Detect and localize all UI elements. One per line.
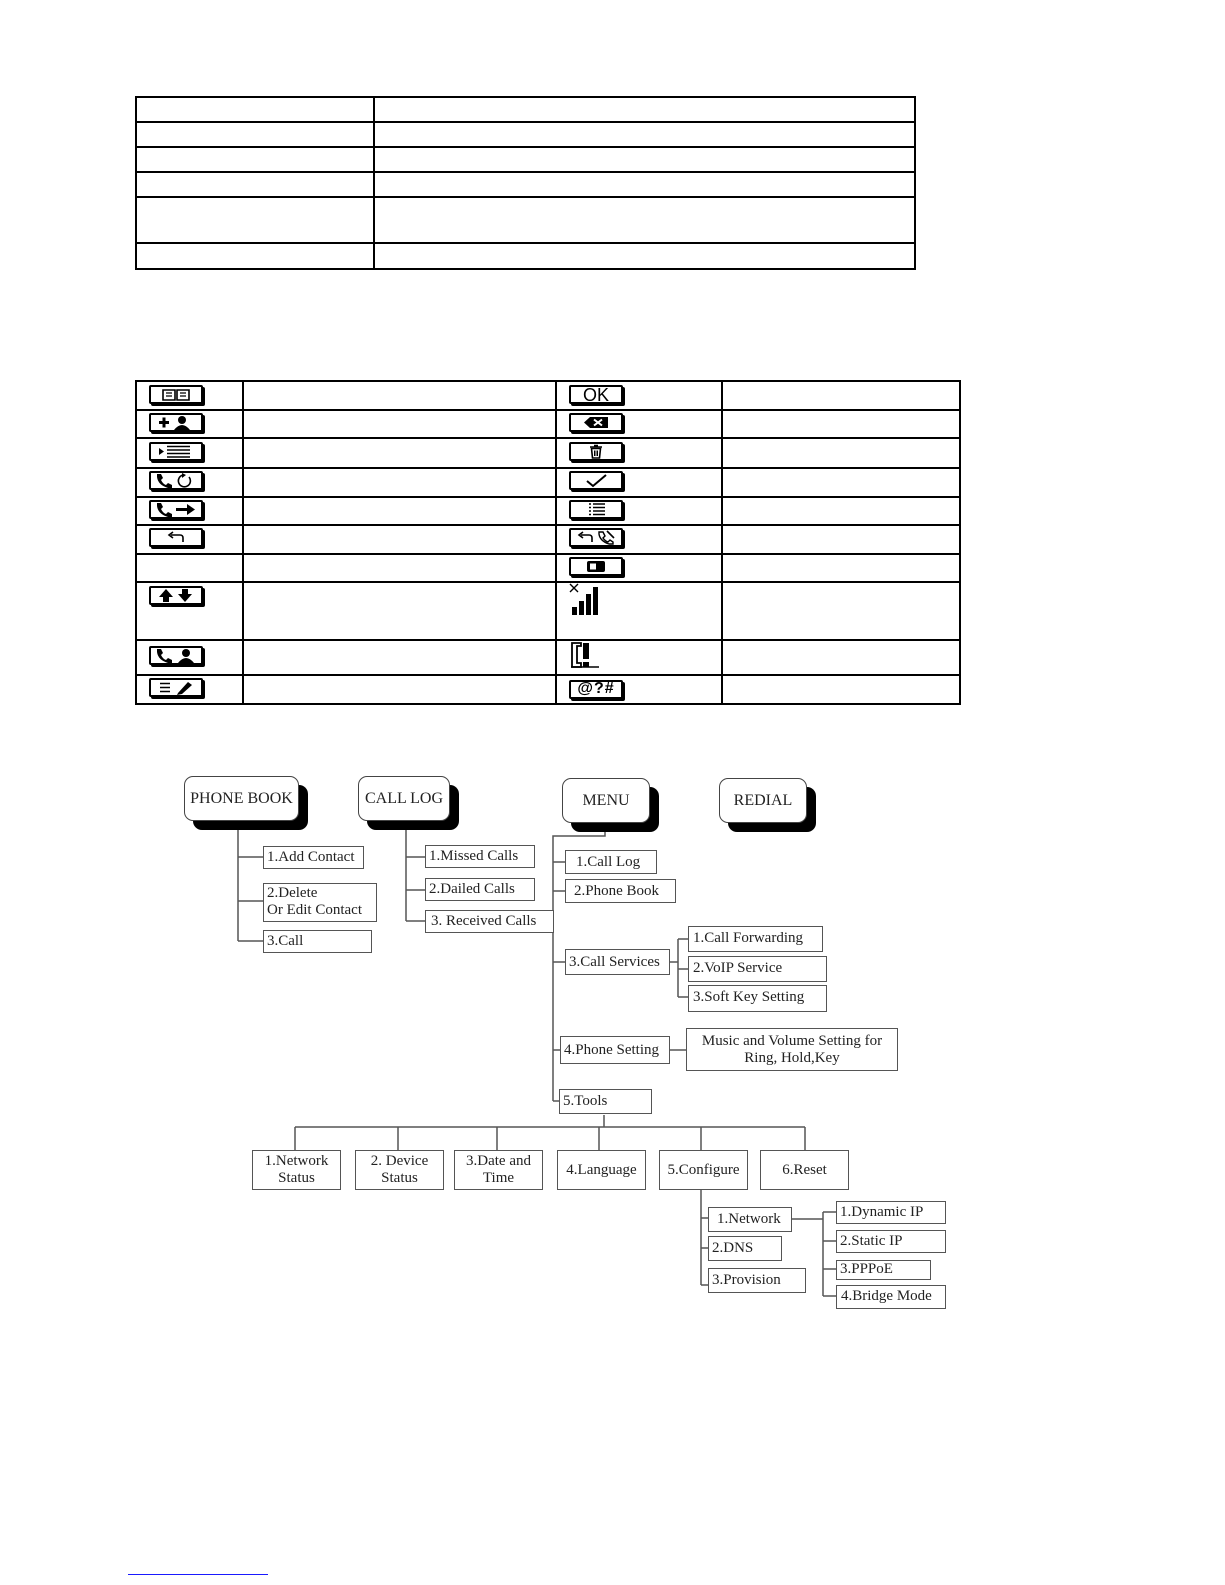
voip-service-node[interactable] (688, 956, 827, 982)
device-status-node[interactable] (355, 1150, 444, 1190)
node-label: 3.PPPoE (840, 1261, 893, 1277)
node-label: 1.Dynamic IP (840, 1204, 924, 1220)
node-label: Time (482, 1170, 515, 1186)
node-label: 2.Dailed Calls (429, 881, 515, 897)
node-label: 5.Tools (563, 1093, 608, 1109)
node-label: Or Edit Contact (267, 902, 362, 918)
config-network-node[interactable] (708, 1207, 792, 1232)
call-node[interactable] (263, 930, 372, 953)
node-label: 4.Phone Setting (564, 1042, 660, 1058)
node-label: 1.Missed Calls (429, 848, 519, 864)
config-provision-node[interactable] (708, 1268, 806, 1293)
node-label: 4.Bridge Mode (841, 1288, 932, 1304)
phone-book-root-label: PHONE BOOK (190, 789, 293, 807)
node-label: 2.Static IP (840, 1233, 903, 1249)
node-label: 1.Network (264, 1153, 329, 1169)
pppoe-node[interactable] (836, 1260, 931, 1280)
phone-setting-node[interactable] (560, 1036, 670, 1064)
menu-root-label: MENU (582, 791, 630, 809)
node-label: 1.Network (717, 1211, 781, 1227)
configure-node[interactable] (659, 1150, 748, 1190)
ok-label: OK (582, 385, 609, 405)
node-label: Ring, Hold,Key (744, 1049, 840, 1066)
dialed-calls-node[interactable] (425, 878, 535, 901)
redial-root-label: REDIAL (733, 791, 793, 809)
delete-contact-node[interactable] (263, 883, 377, 922)
node-label: 4.Language (566, 1161, 637, 1178)
node-label: 6.Reset (782, 1161, 827, 1178)
footnote-separator (128, 1574, 268, 1575)
phone-book-root[interactable] (184, 776, 299, 821)
node-label: 3.Soft Key Setting (693, 989, 805, 1005)
static-ip-node[interactable] (836, 1230, 946, 1253)
soft-key-setting-node[interactable] (688, 985, 827, 1012)
tools-node[interactable] (559, 1089, 652, 1114)
node-label: 2.DNS (712, 1240, 754, 1256)
node-label: 3.Provision (712, 1272, 781, 1288)
call-services-node[interactable] (565, 949, 670, 975)
call-log-root-label: CALL LOG (364, 789, 444, 807)
received-calls-node[interactable] (425, 910, 554, 933)
missed-calls-node[interactable] (425, 845, 535, 868)
node-label: 3. Received Calls (431, 913, 537, 929)
node-label: 2.Phone Book (574, 883, 660, 899)
node-label: 2. Device (370, 1153, 429, 1169)
node-label: 1.Add Contact (267, 849, 355, 865)
menu-phone-book-node[interactable] (565, 879, 676, 903)
language-node[interactable] (557, 1150, 646, 1190)
call-forwarding-node[interactable] (688, 926, 823, 952)
network-status-node[interactable] (252, 1150, 341, 1190)
bridge-mode-node[interactable] (836, 1285, 946, 1309)
call-log-root[interactable] (358, 776, 450, 821)
music-volume-setting-node[interactable] (686, 1028, 898, 1071)
node-label: 2.Delete (267, 885, 318, 901)
node-label: 3.Call Services (569, 954, 660, 970)
node-label: 1.Call Log (576, 854, 641, 870)
node-label: Music and Volume Setting for (701, 1032, 883, 1049)
menu-call-log-node[interactable] (565, 850, 657, 874)
date-time-node[interactable] (454, 1150, 543, 1190)
node-label: 3.Call (267, 933, 304, 949)
redial-root[interactable] (719, 778, 807, 823)
dynamic-ip-node[interactable] (836, 1201, 946, 1224)
config-dns-node[interactable] (708, 1236, 782, 1261)
node-label: 5.Configure (667, 1161, 740, 1178)
menu-root[interactable] (562, 778, 650, 823)
add-contact-node[interactable] (263, 846, 364, 869)
node-label: 1.Call Forwarding (693, 930, 803, 946)
node-label: 3.Date and (466, 1153, 531, 1169)
reset-node[interactable] (760, 1150, 849, 1190)
node-label: Status (381, 1170, 418, 1186)
node-label: Status (278, 1170, 315, 1186)
symbols-label: @?# (577, 680, 615, 698)
node-label: 2.VoIP Service (693, 960, 783, 976)
